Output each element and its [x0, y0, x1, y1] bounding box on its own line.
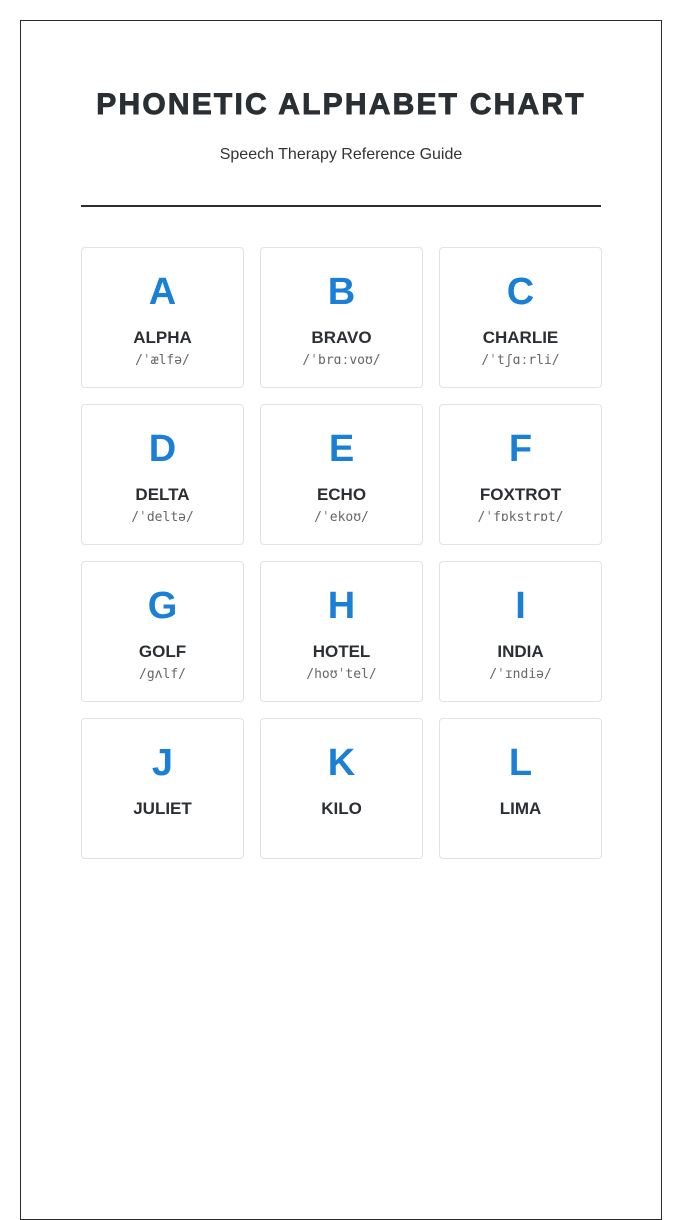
divider — [81, 205, 601, 207]
card-word: ALPHA — [133, 328, 192, 347]
alphabet-grid — [81, 247, 602, 859]
letter-card-l — [439, 718, 602, 859]
card-word: HOTEL — [312, 642, 371, 661]
card-ipa: /ˈfɒkstrɒt/ — [477, 510, 564, 525]
card-word: INDIA — [497, 642, 544, 661]
card-letter: B — [327, 271, 356, 313]
letter-card-a — [81, 247, 244, 388]
card-letter: D — [148, 428, 177, 470]
card-letter: C — [506, 271, 535, 313]
card-letter: H — [327, 585, 356, 627]
card-word: CHARLIE — [482, 328, 559, 347]
card-letter: A — [148, 271, 177, 313]
card-ipa: /ˈbrɑːvoʊ/ — [302, 353, 381, 368]
card-word: KILO — [321, 799, 362, 818]
card-ipa: /ˈælfə/ — [135, 353, 190, 368]
chart-page — [20, 20, 662, 1220]
card-ipa: /hoʊˈtel/ — [306, 667, 377, 682]
letter-card-e — [260, 404, 423, 545]
card-letter: F — [508, 428, 533, 470]
card-letter: L — [508, 742, 533, 784]
letter-card-h — [260, 561, 423, 702]
card-ipa: /ˈekoʊ/ — [314, 510, 369, 525]
card-word: JULIET — [133, 799, 192, 818]
letter-card-f — [439, 404, 602, 545]
card-letter: K — [327, 742, 356, 784]
page-title: PHONETIC ALPHABET CHART — [96, 88, 586, 121]
card-ipa: /ˈɪndiə/ — [489, 667, 552, 682]
card-letter: J — [151, 742, 174, 784]
card-ipa: /ˈdeltə/ — [131, 510, 194, 525]
letter-card-d — [81, 404, 244, 545]
letter-card-k — [260, 718, 423, 859]
card-word: GOLF — [138, 642, 187, 661]
letter-card-b — [260, 247, 423, 388]
card-word: LIMA — [499, 799, 542, 818]
card-letter: G — [147, 585, 178, 627]
card-word: FOXTROT — [479, 485, 562, 504]
card-word: BRAVO — [311, 328, 372, 347]
card-ipa: /gʌlf/ — [139, 667, 186, 682]
page-subtitle: Speech Therapy Reference Guide — [219, 146, 463, 163]
letter-card-c — [439, 247, 602, 388]
card-word: DELTA — [135, 485, 190, 504]
card-ipa: /ˈtʃɑːrli/ — [481, 353, 560, 368]
card-word: ECHO — [316, 485, 367, 504]
letter-card-i — [439, 561, 602, 702]
card-letter: E — [328, 428, 355, 470]
letter-card-j — [81, 718, 244, 859]
page-viewport[interactable] — [20, 20, 662, 818]
card-letter: I — [515, 585, 526, 627]
letter-card-g — [81, 561, 244, 702]
